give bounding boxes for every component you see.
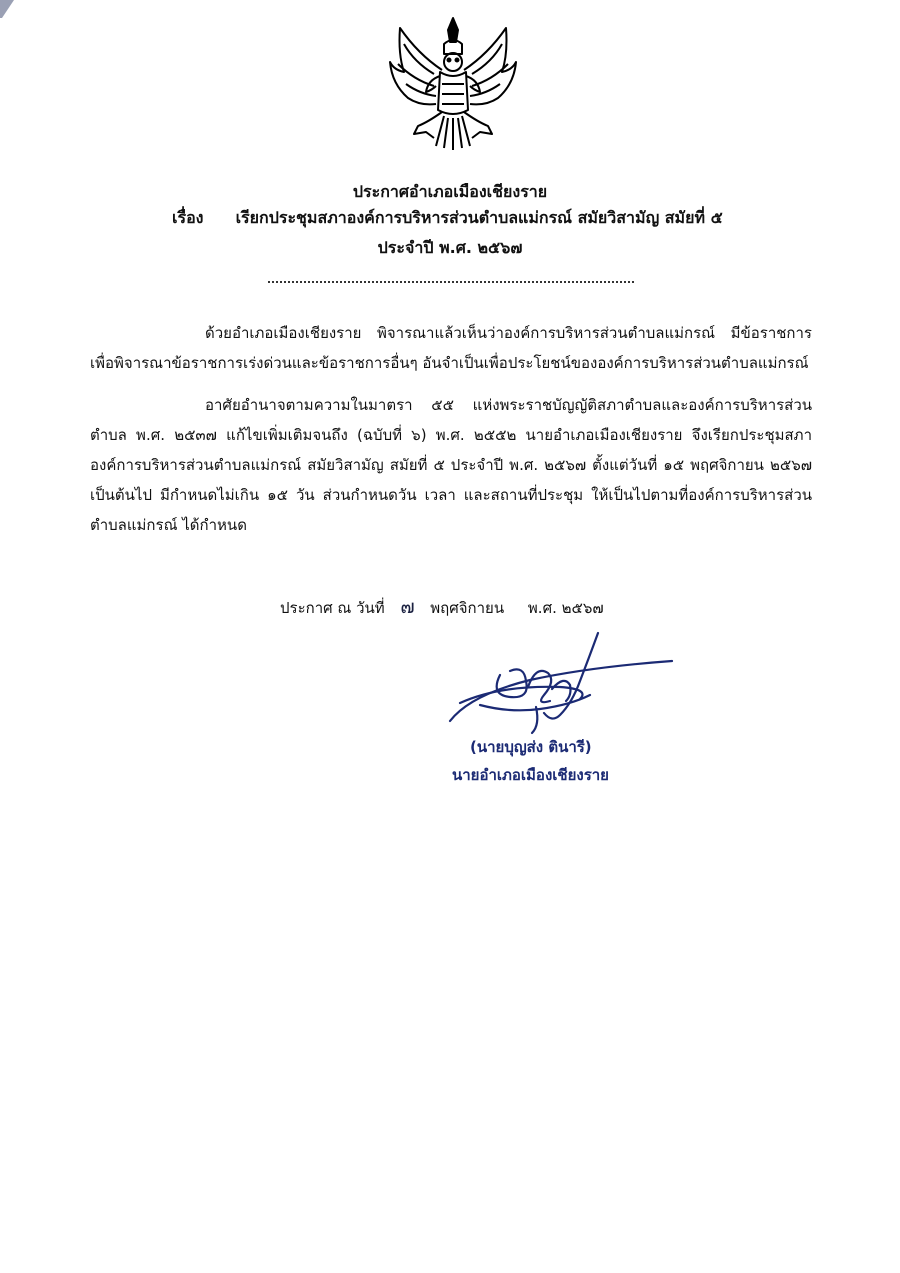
subject-line: [172, 206, 723, 231]
scan-corner-mark: [0, 0, 14, 18]
signer-position: นายอำเภอเมืองเชียงราย: [452, 766, 609, 784]
signer-name: (นายบุญส่ง ตินารี): [470, 738, 592, 756]
subject-label: เรื่อง: [172, 208, 204, 227]
date-year: พ.ศ. ๒๕๖๗: [527, 599, 604, 617]
announcement-title: ประกาศอำเภอเมืองเชียงราย: [352, 182, 548, 201]
body-paragraph-2: อาศัยอำนาจตามความในมาตรา ๕๕ แห่งพระราชบัญญัติสภาตำบลและองค์การบริหารส่วนตำบล พ.ศ. ๒๕๓๗ แก้ไขเพิ่มเติมจนถึง (ฉบับที่ ๖) พ.ศ. ๒๕๕๒ นายอำเภอเมืองเชียงราย จึงเรียกประชุมสภาองค์การบริหารส่วนตำบลแม่กรณ์ สมัยวิสามัญ สมัยที่ ๕ ประจำปี พ.ศ. ๒๕๖๗ ตั้งแต่วันที่ ๑๕ พฤศจิกายน ๒๕๖๗ เป็นต้นไป มีกำหนดไม่เกิน ๑๕ วัน ส่วนกำหนดวัน เวลา และสถานที่ประชุม ให้เป็นไปตามที่องค์การบริหารส่วนตำบลแม่กรณ์ ได้กำหนด: [90, 396, 812, 534]
announcement-year: ประจำปี พ.ศ. ๒๕๖๗: [377, 238, 523, 257]
announcement-date: [280, 592, 604, 622]
garuda-emblem-icon: [384, 14, 522, 152]
date-day: ๗: [400, 596, 415, 618]
subject-text: เรียกประชุมสภาองค์การบริหารส่วนตำบลแม่กรณ์ สมัยวิสามัญ สมัยที่ ๕: [235, 208, 723, 227]
handwritten-signature: [440, 625, 690, 735]
date-prefix: ประกาศ ณ วันที่: [280, 599, 385, 617]
dotted-divider: [268, 281, 634, 283]
date-month: พฤศจิกายน: [430, 599, 505, 617]
body-paragraph-1: ด้วยอำเภอเมืองเชียงราย พิจารณาแล้วเห็นว่าองค์การบริหารส่วนตำบลแม่กรณ์ มีข้อราชการเพื่อพิจารณาข้อราชการเร่งด่วนและข้อราชการอื่นๆ อันจำเป็นเพื่อประโยชน์ขององค์การบริหารส่วนตำบลแม่กรณ์: [90, 324, 812, 372]
